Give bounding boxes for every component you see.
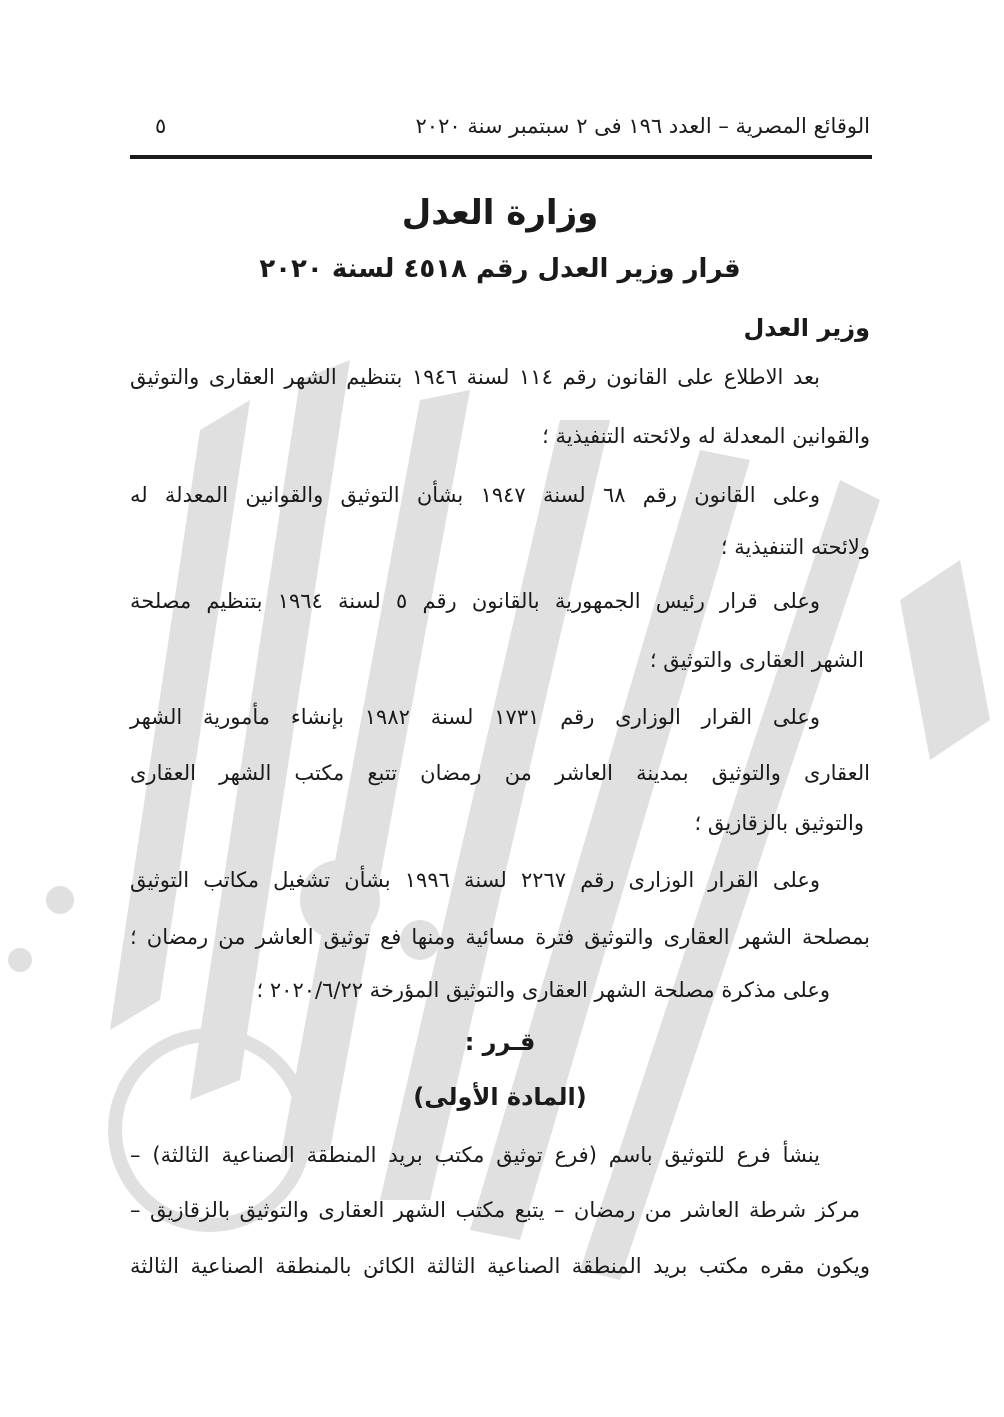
preamble-line: الشهر العقارى والتوثيق ؛ (649, 648, 864, 672)
article-line: ويكون مقره مكتب بريد المنطقة الصناعية الثالثة الكائن بالمنطقة الصناعية الثالثة (130, 1254, 870, 1278)
preamble-line: والقوانين المعدلة له ولائحته التنفيذية ؛ (542, 424, 870, 448)
preamble-line: بمصلحة الشهر العقارى والتوثيق فترة مسائية ومنها فع توثيق العاشر من رمضان ؛ (130, 925, 870, 949)
preamble-line: ولائحته التنفيذية ؛ (720, 535, 870, 559)
preamble-line: وعلى مذكرة مصلحة الشهر العقارى والتوثيق المؤرخة ٢٠٢٠/٦/٢٢ ؛ (256, 978, 830, 1002)
preamble-line: وعلى القرار الوزارى رقم ١٧٣١ لسنة ١٩٨٢ بإنشاء مأمورية الشهر (130, 705, 820, 729)
article-line: مركز شرطة العاشر من رمضان – يتبع مكتب الشهر العقارى والتوثيق بالزقازيق – (130, 1198, 860, 1222)
page-number: ٥ (155, 114, 167, 138)
decree-subtitle: قرار وزير العدل رقم ٤٥١٨ لسنة ٢٠٢٠ (259, 254, 741, 284)
preamble-line: العقارى والتوثيق بمدينة العاشر من رمضان تتبع مكتب الشهر العقارى (130, 761, 870, 785)
preamble-line: وعلى قرار رئيس الجمهورية بالقانون رقم ٥ لسنة ١٩٦٤ بتنظيم مصلحة (130, 589, 820, 613)
page-title: وزارة العدل (401, 193, 599, 233)
preamble-line: والتوثيق بالزقازيق ؛ (694, 811, 864, 835)
preamble-line: بعد الاطلاع على القانون رقم ١١٤ لسنة ١٩٤٦ بتنظيم الشهر العقارى والتوثيق (130, 365, 820, 389)
article-heading: (المادة الأولى) (413, 1083, 587, 1111)
decision-heading: قـرر : (464, 1028, 536, 1056)
header-rule (130, 155, 872, 159)
running-title: الوقائع المصرية – العدد ١٩٦ فى ٢ سبتمبر سنة ٢٠٢٠ (415, 114, 870, 138)
running-header (130, 114, 870, 146)
preamble-line: وعلى القانون رقم ٦٨ لسنة ١٩٤٧ بشأن التوثيق والقوانين المعدلة له (130, 483, 820, 507)
preamble-line: وعلى القرار الوزارى رقم ٢٢٦٧ لسنة ١٩٩٦ بشأن تشغيل مكاتب التوثيق (130, 868, 820, 892)
issuer-heading: وزير العدل (743, 314, 870, 342)
article-line: ينشأ فرع للتوثيق باسم (فرع توثيق مكتب بريد المنطقة الصناعية الثالثة) – (130, 1143, 820, 1167)
